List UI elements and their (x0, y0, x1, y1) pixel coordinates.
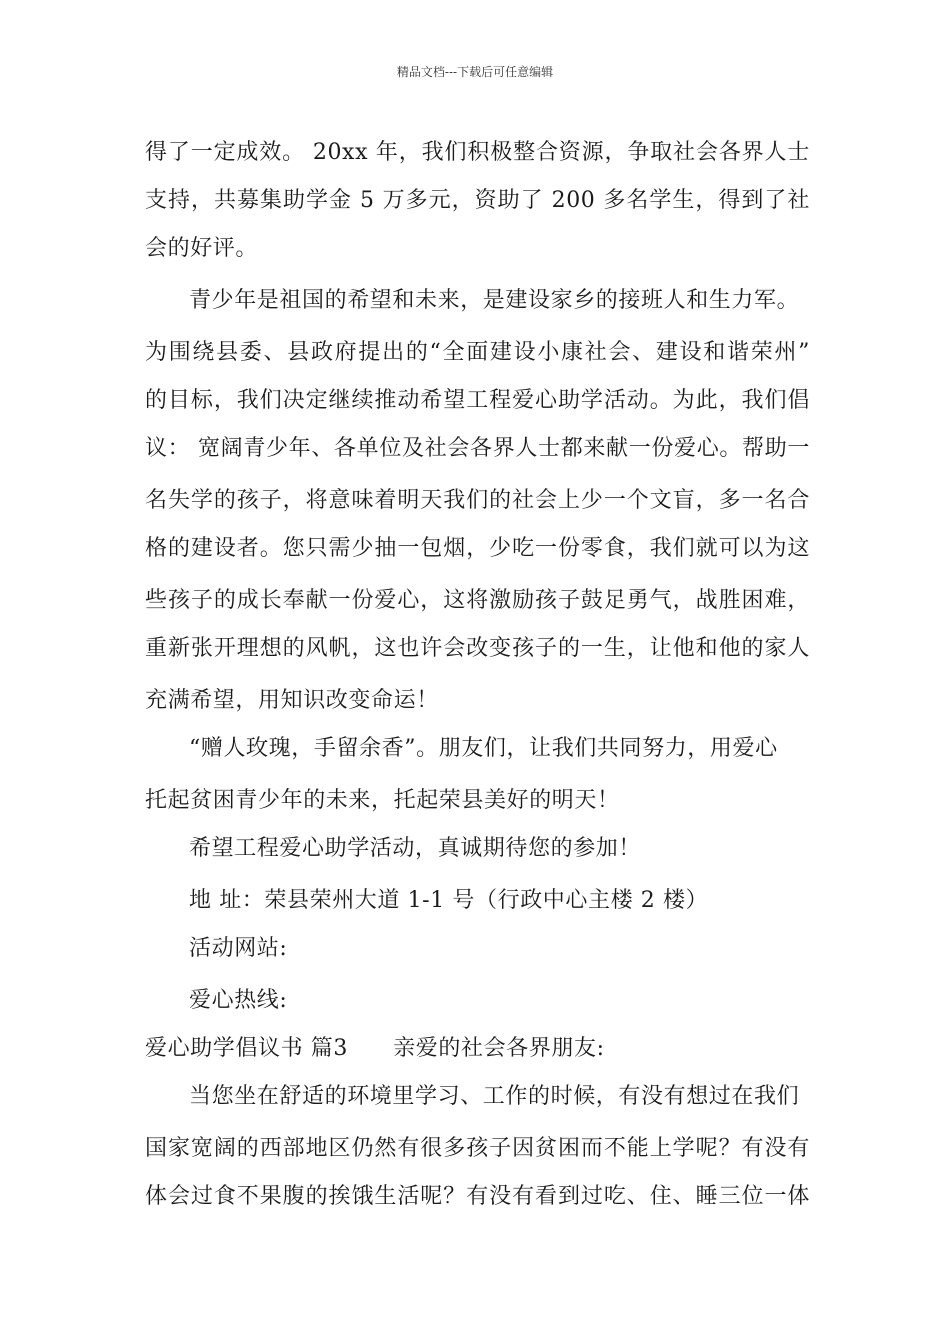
paragraph-first-line: 希望工程爱心助学活动，真诚期待您的参加！ (189, 836, 642, 861)
paragraph-first-line: “赠人玫瑰，手留余香”。朋友们，让我们共同努力，用爱心 (189, 736, 778, 761)
hotline-label: 爱心热线: (189, 988, 288, 1013)
paragraph-first-line: 当您坐在舒适的环境里学习、工作的时候，有没有想过在我们 (189, 1084, 800, 1109)
body-line: 重新张开理想的风帆，这也许会改变孩子的一生，让他和他的家人 (145, 636, 810, 661)
body-line: 国家宽阔的西部地区仍然有很多孩子因贫困而不能上学呢？有没有 (145, 1136, 810, 1161)
paragraph-first-line: 青少年是祖国的希望和未来，是建设家乡的接班人和生力军。 (189, 288, 800, 313)
body-line: 些孩子的成长奉献一份爱心，这将激励孩子鼓足勇气，战胜困难， (145, 588, 810, 613)
page-header: 精品文档---下载后可任意编辑 (396, 65, 554, 79)
body-line: 托起贫困青少年的未来，托起荣县美好的明天！ (145, 788, 620, 813)
body-line: 格的建设者。您只需少抽一包烟，少吃一份零食，我们就可以为这 (145, 536, 810, 561)
body-line: 议： 宽阔青少年、各单位及社会各界人士都来献一份爱心。帮助一 (145, 436, 810, 461)
body-line: 得了一定成效。 20xx 年，我们积极整合资源，争取社会各界人士 (145, 140, 810, 165)
website-label: 活动网站: (189, 936, 288, 961)
section-heading: 爱心助学倡议书 篇3 亲爱的社会各界朋友: (145, 1036, 605, 1061)
body-line: 会的好评。 (145, 236, 259, 261)
body-line: 的目标，我们决定继续推动希望工程爱心助学活动。为此，我们倡 (145, 388, 810, 413)
body-line: 充满希望，用知识改变命运！ (145, 688, 439, 713)
body-line: 名失学的孩子，将意味着明天我们的社会上少一个文盲，多一名合 (145, 488, 810, 513)
body-line: 体会过食不果腹的挨饿生活呢？有没有看到过吃、住、睡三位一体 (145, 1184, 810, 1209)
body-line: 支持，共募集助学金 5 万多元，资助了 200 多名学生，得到了社 (145, 188, 810, 213)
address-line: 地 址：荣县荣州大道 1-1 号（行政中心主楼 2 楼） (189, 888, 709, 913)
body-line: 为围绕县委、县政府提出的“全面建设小康社会、建设和谐荣州” (145, 340, 810, 365)
